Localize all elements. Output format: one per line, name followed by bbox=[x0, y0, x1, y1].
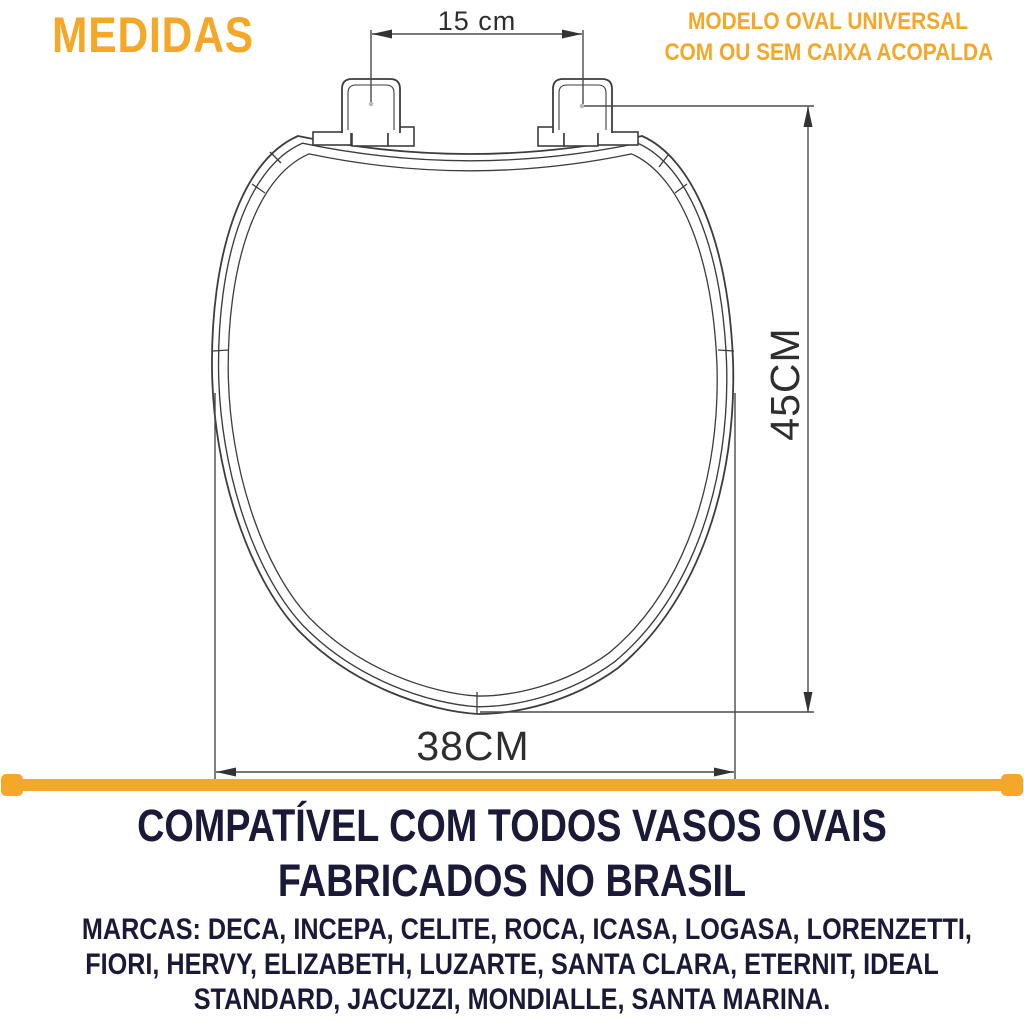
divider-bar bbox=[8, 779, 1016, 791]
model-line-1: MODELO OVAL UNIVERSAL bbox=[688, 8, 968, 35]
dimension-width bbox=[215, 393, 735, 782]
compatibility-line-1: COMPATÍVEL COM TODOS VASOS OVAIS bbox=[137, 800, 887, 851]
model-line-2: COM OU SEM CAIXA ACOPALDA bbox=[664, 39, 994, 66]
width-label: 38CM bbox=[416, 723, 530, 769]
brands-line-2: FIORI, HERVY, ELIZABETH, LUZARTE, SANTA CLARA, ETERNIT, IDEAL bbox=[85, 948, 939, 981]
compatibility-heading bbox=[0, 798, 1024, 908]
seat-outline bbox=[212, 136, 734, 714]
compatibility-line-2: FABRICADOS NO BRASIL bbox=[277, 855, 747, 906]
brands-list bbox=[0, 912, 1024, 1017]
hinge-spacing-label: 15 cm bbox=[437, 6, 517, 36]
height-label: 45CM bbox=[762, 327, 808, 441]
dimension-height bbox=[480, 106, 814, 713]
brands-line-3: STANDARD, JACUZZI, MONDIALLE, SANTA MARINA. bbox=[193, 983, 831, 1016]
brands-line-1: MARCAS: DECA, INCEPA, CELITE, ROCA, ICASA, LOGASA, LORENZETTI, bbox=[81, 913, 972, 946]
divider-cap-right bbox=[1001, 774, 1023, 796]
divider-cap-left bbox=[1, 774, 23, 796]
dimension-hinge-spacing bbox=[371, 6, 583, 104]
page-title: MEDIDAS bbox=[52, 7, 254, 63]
